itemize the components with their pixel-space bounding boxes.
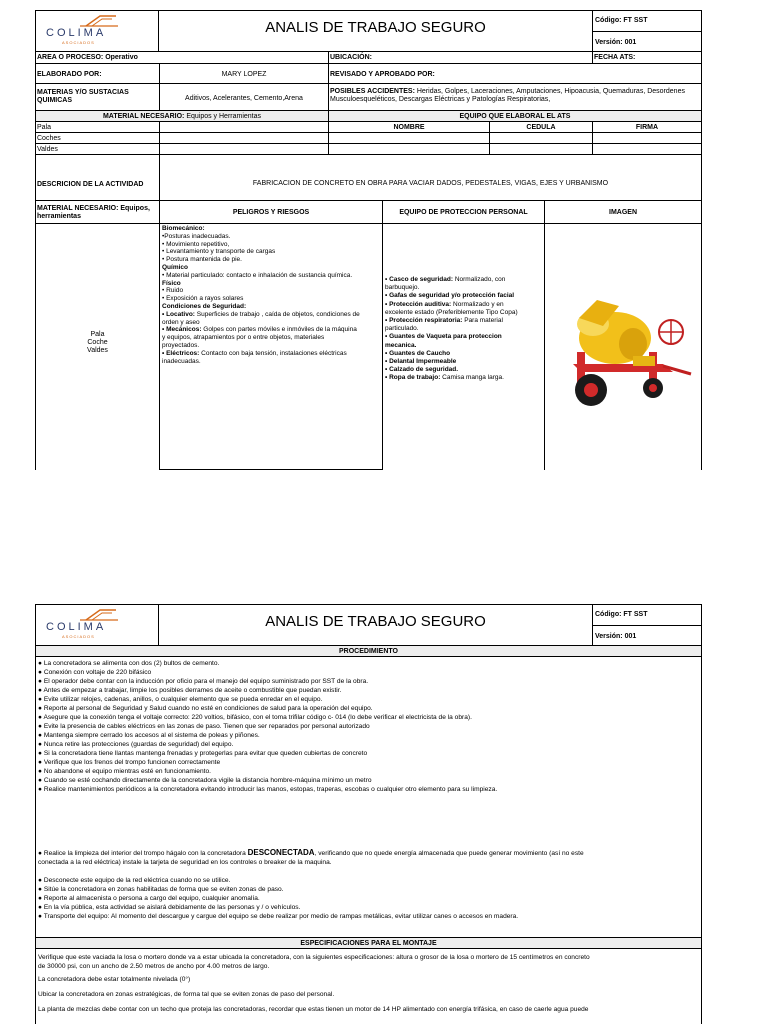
peligro-line bbox=[162, 272, 360, 280]
epp-bold: • Guantes de Vaqueta para proteccion bbox=[385, 333, 502, 341]
peligro-text: • Movimiento repetitivo, bbox=[162, 240, 230, 248]
procedimiento-item: ● En la vía pública, esta actividad se aislará debidamente de las personas y / o vehículos. bbox=[38, 904, 301, 911]
materias-value: Aditivos, Acelerantes, Cemento,Arena bbox=[185, 95, 303, 102]
peligro-line bbox=[162, 256, 360, 264]
peligro-text: • Exposición a rayos solares bbox=[162, 295, 244, 303]
spec-line-2: de 30000 psi, con un ancho de 2.50 metros de ancho por 4.00 metros de largo. bbox=[38, 963, 270, 970]
especificaciones-body bbox=[35, 948, 702, 1024]
material-body-pala: Pala bbox=[90, 331, 105, 338]
material-header-rest: Equipos y Herramientas bbox=[184, 113, 262, 120]
peligros-body-cell bbox=[159, 223, 383, 470]
epp-line bbox=[385, 309, 518, 317]
version-text: Versión: 001 bbox=[595, 39, 637, 46]
epp-line bbox=[385, 358, 518, 366]
epp-text: Normalizado, con bbox=[453, 276, 506, 283]
epp-header: EQUIPO DE PROTECCION PERSONAL bbox=[399, 209, 528, 216]
elaborado-label-cell bbox=[35, 63, 160, 84]
posibles-label: POSIBLES ACCIDENTES: bbox=[330, 88, 415, 95]
posibles-value-2: Musculoesqueléticos, Descargas Eléctricas y Patologías Respiratorias, bbox=[330, 96, 551, 103]
materias-label: MATERIAS Y/O SUSTACIAS QUIMICAS bbox=[37, 89, 129, 104]
procedimiento-body bbox=[35, 656, 702, 938]
epp-bold: mecanica. bbox=[385, 341, 417, 349]
logo-subtext-2: ASOCIADOS bbox=[62, 634, 95, 639]
area-label: AREA O PROCESO: Operativo bbox=[37, 54, 138, 61]
peligro-text: y equipos, atrapamientos por o entre objetos, materiales bbox=[162, 334, 325, 342]
peligro-line bbox=[162, 295, 360, 303]
codigo-text: Código: FT SST bbox=[595, 17, 648, 24]
peligro-bold: Condiciones de Seguridad: bbox=[162, 302, 247, 310]
peligros-list bbox=[162, 225, 360, 365]
peligro-text: •Posturas inadecuadas. bbox=[162, 232, 231, 240]
logo-text: COLIMA bbox=[46, 27, 107, 39]
imagen-header-cell bbox=[544, 200, 702, 224]
imagen-header: IMAGEN bbox=[609, 209, 637, 216]
procedimiento-item: ● No abandone el equipo mientras esté en funcionamiento. bbox=[38, 768, 211, 775]
procedimiento-item: ● Realice mantenimientos periódicos a la concretadora evitando introducir las manos, estopas, traperas, escobas o cualquier otro elemento para su limpieza. bbox=[38, 786, 498, 793]
epp-text: excelente estado (Preferiblemente Tipo Copa) bbox=[385, 308, 518, 316]
peligro-line bbox=[162, 280, 360, 288]
page-1 bbox=[35, 10, 702, 470]
epp-line bbox=[385, 350, 518, 358]
codigo-cell bbox=[592, 10, 702, 32]
procedimiento-item: ● Verifique que los frenos del trompo funcionen correctamente bbox=[38, 759, 221, 766]
peligros-header: PELIGROS Y RIESGOS bbox=[232, 209, 310, 216]
procedimiento-item: ● Conexión con voltaje de 220 bifásico bbox=[38, 669, 152, 676]
elaborado-value-cell bbox=[159, 63, 329, 84]
peligro-bold: • Eléctricos: bbox=[162, 349, 200, 357]
descripcion-value: FABRICACION DE CONCRETO EN OBRA PARA VACIAR DADOS, PEDESTALES, VIGAS, EJES Y URBANISMO bbox=[252, 180, 609, 187]
material-body-cell bbox=[35, 223, 160, 470]
descripcion-label-cell bbox=[35, 154, 160, 201]
epp-bold: • Guantes de Caucho bbox=[385, 349, 451, 357]
peligro-line bbox=[162, 350, 360, 358]
epp-line bbox=[385, 301, 518, 309]
epp-body-cell bbox=[382, 223, 545, 470]
epp-header-cell bbox=[382, 200, 545, 224]
elaborado-label: ELABORADO POR: bbox=[37, 71, 102, 78]
descripcion-label: DESCRICION DE LA ACTIVIDAD bbox=[37, 181, 144, 188]
epp-bold: • Calzado de seguridad. bbox=[385, 366, 459, 374]
material-col-header-cell bbox=[35, 200, 160, 224]
peligro-line bbox=[162, 319, 360, 327]
proc-desc-c: conectada a la red eléctrica) instale la tarjeta de seguridad en los controles o breaker de la maquina. bbox=[38, 859, 332, 866]
procedimiento-item: ● Mantenga siempre cerrado los accesos al el sistema de poleas y piñones. bbox=[38, 732, 260, 739]
peligro-line bbox=[162, 358, 360, 366]
peligro-text: proyectados. bbox=[162, 341, 200, 349]
epp-line bbox=[385, 292, 518, 300]
page-2 bbox=[35, 604, 702, 1024]
epp-line bbox=[385, 317, 518, 325]
spec-line-1: Verifique que este vaciada la losa o mortero donde va a estar ubicada la concretadora, con la siguientes especificaciones: altura o grosor de la losa o mortero de 15 centímetros en concreto bbox=[38, 954, 590, 961]
proc-line-desconectada bbox=[38, 848, 584, 867]
procedimiento-item: ● Evite la presencia de cables eléctricos en las zonas de paso. Tienen que ser reparados por personal autorizado bbox=[38, 723, 370, 730]
col-firma: FIRMA bbox=[635, 124, 659, 131]
materias-label-cell bbox=[35, 83, 160, 111]
posibles-cell bbox=[328, 83, 702, 111]
peligro-line bbox=[162, 303, 360, 311]
peligro-line bbox=[162, 248, 360, 256]
spec-line-5: La planta de mezclas debe contar con un techo que proteja las concretadoras, recordar que estas tienen un motor de 14 HP alimentado con energía trifásica, en caso de caerle agua puede bbox=[38, 1006, 589, 1013]
epp-text: barbuquejo. bbox=[385, 284, 420, 292]
elaborado-value: MARY LOPEZ bbox=[221, 71, 267, 78]
concrete-mixer-image bbox=[553, 294, 695, 414]
item-valdes: Valdes bbox=[37, 146, 58, 153]
logo-cell bbox=[35, 10, 159, 52]
posibles-value-1: Heridas, Golpes, Laceraciones, Amputaciones, Hipoacusia, Quemaduras, Desordenes bbox=[416, 88, 685, 95]
col-cedula: CEDULA bbox=[526, 124, 556, 131]
peligro-text: • Postura mantenida de pie. bbox=[162, 256, 242, 264]
procedimiento-item: ● Antes de empezar a trabajar, limpie los posibles derrames de aceite o combustible que puedan existir. bbox=[38, 687, 342, 694]
document-title: ANALIS DE TRABAJO SEGURO bbox=[265, 19, 486, 36]
version-text-2: Versión: 001 bbox=[595, 633, 637, 640]
version-cell-2 bbox=[592, 625, 702, 646]
proc-desc-b: , verificando que no quede energía almacenada que puede generar movimiento (así no este bbox=[314, 850, 584, 857]
peligro-text: inadecuadas. bbox=[162, 357, 201, 365]
material-body-coche: Coche bbox=[87, 339, 108, 346]
epp-bold: • Gafas de seguridad y/o protección facial bbox=[385, 292, 515, 300]
peligro-text: • Material particulado: contacto e inhalación de sustancia química. bbox=[162, 271, 353, 279]
logo-cell-2 bbox=[35, 604, 159, 646]
procedimiento-item: ● Nunca retire las protecciones (guardas de seguridad) del equipo. bbox=[38, 741, 234, 748]
descripcion-value-cell bbox=[159, 154, 702, 201]
peligro-text: Superficies de trabajo , caída de objetos, condiciones de bbox=[194, 310, 360, 318]
epp-bold: • Delantal Impermeable bbox=[385, 358, 457, 366]
peligro-bold: Físico bbox=[162, 279, 181, 287]
peligro-bold: Químico bbox=[162, 263, 189, 271]
title-cell-2 bbox=[158, 604, 593, 646]
especificaciones-header: ESPECIFICACIONES PARA EL MONTAJE bbox=[300, 940, 437, 947]
item-pala: Pala bbox=[37, 124, 52, 131]
procedimiento-item: ● Desconecte este equipo de la red eléctrica cuando no se utilice. bbox=[38, 877, 231, 884]
peligro-line bbox=[162, 241, 360, 249]
material-col-header: MATERIAL NECESARIO: Equipos, herramientas bbox=[37, 205, 150, 220]
item-coches: Coches bbox=[37, 135, 61, 142]
epp-line bbox=[385, 366, 518, 374]
procedimiento-item: ● El operador debe contar con la inducción por oficio para el manejo del equipo suministrado por SST de la obra. bbox=[38, 678, 369, 685]
peligro-text: Contacto con baja tensión, instalaciones eléctricas bbox=[199, 349, 347, 357]
proc-desc-a: ● Realice la limpieza del interior del trompo hágalo con la concretadora bbox=[38, 850, 248, 857]
peligro-bold: • Mecánicos: bbox=[162, 326, 202, 334]
epp-line bbox=[385, 374, 518, 382]
peligro-line bbox=[162, 287, 360, 295]
peligro-line bbox=[162, 334, 360, 342]
equipo-header: EQUIPO QUE ELABORAL EL ATS bbox=[459, 113, 571, 120]
epp-line bbox=[385, 342, 518, 350]
revisado-label: REVISADO Y APROBADO POR: bbox=[330, 71, 435, 78]
peligros-header-cell bbox=[159, 200, 383, 224]
version-cell bbox=[592, 31, 702, 52]
peligro-text: orden y aseo bbox=[162, 318, 200, 326]
logo-text-2: COLIMA bbox=[46, 621, 107, 633]
epp-text: Camisa manga larga. bbox=[440, 374, 504, 382]
peligro-line bbox=[162, 225, 360, 233]
epp-bold: • Protección auditiva: bbox=[385, 300, 452, 308]
peligro-line bbox=[162, 342, 360, 350]
peligro-line bbox=[162, 264, 360, 272]
logo-mark-icon bbox=[72, 15, 122, 27]
peligro-line bbox=[162, 326, 360, 334]
materias-value-cell bbox=[159, 83, 329, 111]
epp-bold: • Casco de seguridad: bbox=[385, 276, 454, 283]
procedimiento-item: ● Sitúe la concretadora en zonas habilitadas de forma que se eviten zonas de paso. bbox=[38, 886, 284, 893]
ubicacion-label: UBICACIÓN: bbox=[330, 54, 372, 61]
col-nombre: NOMBRE bbox=[393, 124, 425, 131]
peligro-text: • Ruido bbox=[162, 287, 184, 295]
epp-bold: • Ropa de trabajo: bbox=[385, 374, 441, 382]
logo-subtext: ASOCIADOS bbox=[62, 40, 95, 45]
peligro-text: Golpes con partes móviles e inmóviles de la máquina bbox=[201, 326, 357, 334]
epp-bold: • Protección respiratoria: bbox=[385, 317, 463, 325]
procedimiento-item: ● Si la concretadora tiene llantas mantenga frenadas y protegerlas para evitar que queden cubiertas de concreto bbox=[38, 750, 368, 757]
revisado-cell bbox=[328, 63, 702, 84]
fecha-label: FECHA ATS: bbox=[594, 54, 636, 61]
epp-text: particulado. bbox=[385, 325, 419, 333]
procedimiento-list bbox=[38, 659, 497, 794]
epp-text: Para material bbox=[462, 317, 503, 325]
procedimiento-item: ● Cuando se esté cochando directamente de la concretadora vigile la distancia hombre-máquina mínimo un metro bbox=[38, 777, 372, 784]
procedimiento-item: ● Evite utilizar relojes, cadenas, anillos, o cualquier elemento que se pueda enredar en el equipo. bbox=[38, 696, 323, 703]
material-body-valdes: Valdes bbox=[87, 347, 108, 354]
peligro-line bbox=[162, 233, 360, 241]
peligro-text: • Levantamiento y transporte de cargas bbox=[162, 248, 276, 256]
title-cell bbox=[158, 10, 593, 52]
spec-line-4: Ubicar la concretadora en zonas estratégicas, de forma tal que se eviten zonas de paso del personal. bbox=[38, 991, 335, 998]
epp-line bbox=[385, 284, 518, 292]
material-header-bold: MATERIAL NECESARIO: bbox=[102, 113, 185, 120]
procedimiento-item: ● La concretadora se alimenta con dos (2) bultos de cemento. bbox=[38, 660, 220, 667]
procedimiento-item: ● Transporte del equipo: Al momento del descargue y cargue del equipo se debe realizar por medio de rampas metálicas, evitar utilizar canes o accesos en madera. bbox=[38, 913, 519, 920]
peligro-line bbox=[162, 311, 360, 319]
logo-mark-icon bbox=[72, 609, 122, 621]
peligro-bold: Biomecánico: bbox=[162, 225, 205, 232]
epp-list bbox=[385, 276, 518, 383]
proc-desc-bold: DESCONECTADA bbox=[247, 848, 315, 857]
procedimiento-item: ● Asegure que la conexión tenga el voltaje correcto: 220 voltios, bifásico, con el toma trifilar código c- 014 (lo debe verificar el electricista de la obra). bbox=[38, 714, 472, 721]
procedimiento-item: ● Reporte al almacenista o persona a cargo del equipo, cualquier anomalía. bbox=[38, 895, 260, 902]
epp-text: Normalizado y en bbox=[451, 300, 504, 308]
codigo-cell-2 bbox=[592, 604, 702, 626]
spec-line-3: La concretadora debe estar totalmente nivelada (0°) bbox=[38, 976, 191, 983]
procedimiento-header: PROCEDIMIENTO bbox=[339, 648, 398, 655]
peligro-bold: • Locativo: bbox=[162, 310, 195, 318]
epp-line bbox=[385, 333, 518, 341]
procedimiento-item: ● Reporte al personal de Seguridad y Salud cuando no esté en condiciones de salud para la operación del equipo. bbox=[38, 705, 373, 712]
codigo-text-2: Código: FT SST bbox=[595, 611, 648, 618]
document-title-2: ANALIS DE TRABAJO SEGURO bbox=[265, 613, 486, 630]
epp-line bbox=[385, 325, 518, 333]
epp-line bbox=[385, 276, 518, 284]
imagen-body-cell bbox=[544, 223, 702, 470]
procedimiento-list-2 bbox=[38, 876, 518, 921]
